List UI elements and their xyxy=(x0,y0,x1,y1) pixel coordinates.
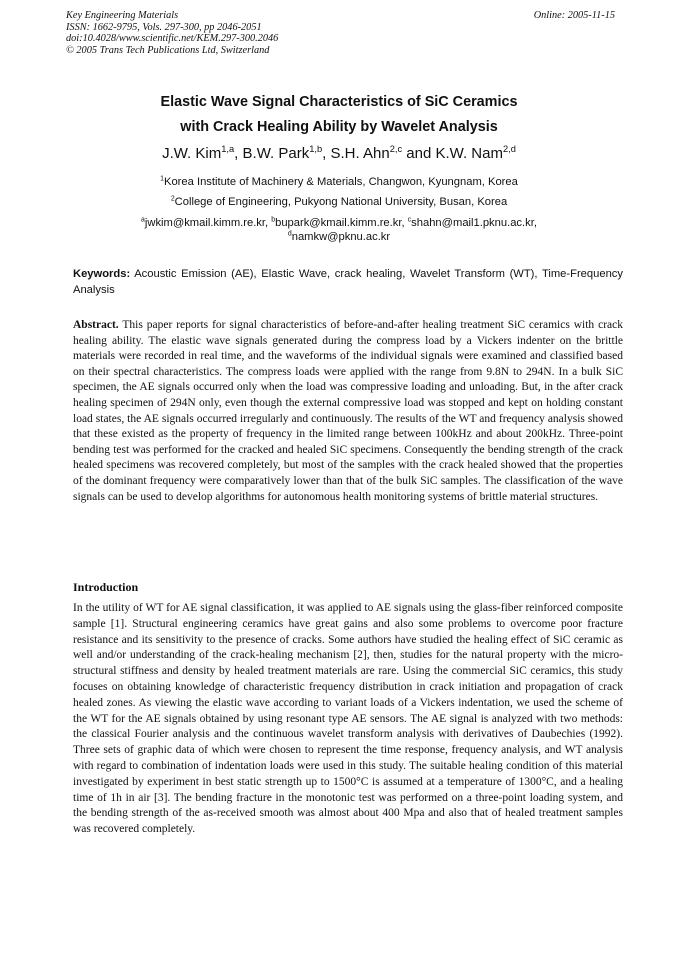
copyright-line: © 2005 Trans Tech Publications Ltd, Switzerland xyxy=(66,44,270,56)
email[interactable]: $^d$namkw@pknu.ac.kr xyxy=(287,230,391,243)
email[interactable]: $^b$bupark@kmail.kimm.re.kr xyxy=(271,216,402,229)
affiliation: $^2$College of Engineering, Pukyong National University, Busan, Korea xyxy=(170,195,508,208)
abstract xyxy=(73,318,623,505)
abstract-text: This paper reports for signal characteristics of before-and-after healing treatment SiC ceramics with crack healing ability. The elastic wave signals generated during the compress load by a Vickers indenter on the brittle materials were recorded in real time, and the waveforms of the individual signals were examined and classified based on their spectral characteristics. The compress loads were applied with the range from 9.8N to 294N. In a bulk SiC specimen, the AE signals occurred only when the load was compressive loading and unloading. But, in the after crack healing specimen of 294N only, even though the external compressive load was stopped and kept on holding constant load states, the AE signals occurred irregularly and continuously. The results of the WT and frequency analysis showed that these existed as the property of frequency in the limited range between 100kHz and about 200kHz. Three-point bending test was performed for the cracked and healed SiC specimens. Consequently the bending strength of the crack healed specimens was recovered completely, but most of the samples with the crack healed showed that the properties of the dominant frequency were comparatively lower than that of the bulk SiC samples. The classification of the wave signals can be used to develop algorithms for autonomous health monitoring systems of brittle material structures. xyxy=(73,319,623,503)
section-heading-introduction: Introduction xyxy=(73,580,139,594)
paper-title-line-2: with Crack Healing Ability by Wavelet Analysis xyxy=(180,119,498,135)
keywords-text: Acoustic Emission (AE), Elastic Wave, crack healing, Wavelet Transform (WT), Time-Frequency Analysis xyxy=(73,268,623,296)
author: S.H. Ahn$^{2,c}$ xyxy=(330,144,403,162)
author: B.W. Park$^{1,b}$ xyxy=(242,144,323,162)
introduction-body: In the utility of WT for AE signal classification, it was applied to AE signals using the glass-fiber reinforced composite sample [1]. Structural engineering ceramics have great gains and also some problems to overcome poor fracture resistance and its sensitivity to the presence of cracks. Some authors have studied the healing effect of SiC ceramic as well and/or understanding of the crack-healing mechanism [2], then, studies for the natural property with the micro-structural stiffness and density by healed treatment materials are rare. Using the commercial SiC ceramics, this study focuses on obtaining knowledge of characteristic frequency distribution in crack initiation and propagation of crack healed zones. As viewing the elastic wave according to variant loads of a Vickers indentation, we used the scheme of the WT for the AE signals obtained by using resonant type AE sensors. The AE signal is analyzed with two methods: the classical Fourier analysis and the continuous wavelet transform analysis with derivatives of Daubechies (1992). Three sets of graphic data of which were chosen to represent the time response, frequency analysis, and WT analysis with regard to combination of indentation loads were used in this study. The suitable healing condition of this material investigated by experiment in best static strength up to 1500°C is assumed at a temperature of 1300°C, and a healing time of 1h in air [3]. The bending fracture in the monotonic test was performed on a three-point loading system, and the bending strength of the as-received smooth was almost about 400 Mpa and also that of healed treatment samples was recovered completely. xyxy=(73,602,623,836)
journal-header xyxy=(66,10,396,56)
author: J.W. Kim$^{1,a}$ xyxy=(162,144,235,162)
author-emails: $^a$jwkim@kmail.kimm.re.kr, $^b$bupark@kmail.kimm.re.kr, $^c$shahn@mail1.pknu.ac.kr, xyxy=(141,216,537,229)
email[interactable]: $^a$jwkim@kmail.kimm.re.kr xyxy=(141,216,266,229)
author-list: J.W. Kim$^{1,a}$, B.W. Park$^{1,b}$, S.H. Ahn$^{2,c}$ and K.W. Nam$^{2,d}$ xyxy=(162,144,516,162)
email[interactable]: $^c$shahn@mail1.pknu.ac.kr xyxy=(407,216,534,229)
abstract-label: Abstract. xyxy=(73,319,119,331)
author: K.W. Nam$^{2,d}$ xyxy=(435,144,516,162)
keywords xyxy=(73,266,623,298)
doi-line: doi:10.4028/www.scientific.net/KEM.297-300.2046 xyxy=(66,33,279,45)
author-emails-line-2 xyxy=(40,231,638,244)
issn-line: ISSN: 1662-9795, Vols. 297-300, pp 2046-2051 xyxy=(66,21,262,33)
paper-title-line-1: Elastic Wave Signal Characteristics of SiC Ceramics xyxy=(160,94,518,110)
online-date: Online: 2005-11-15 xyxy=(533,10,615,21)
affiliation: $^1$Korea Institute of Machinery & Materials, Changwon, Kyungnam, Korea xyxy=(160,175,518,188)
keywords-label: Keywords: xyxy=(73,268,131,280)
journal-name: Key Engineering Materials xyxy=(66,10,179,21)
